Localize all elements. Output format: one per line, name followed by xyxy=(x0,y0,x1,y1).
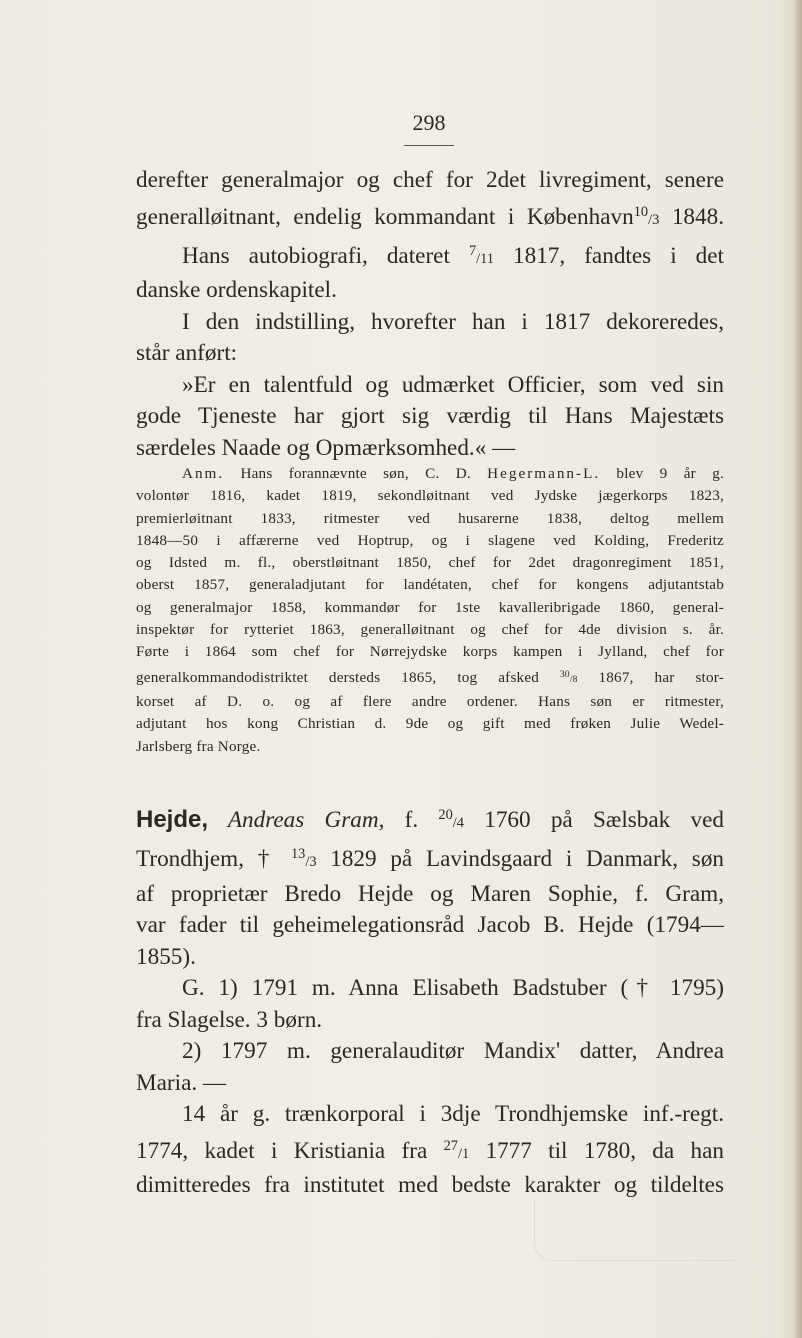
entry-line-3: af proprietær Bredo Hejde og Maren Sophie, f. Gram, xyxy=(136,880,724,907)
note-lead: Anm. xyxy=(182,465,225,482)
main-line-3: Hans autobiografi, dateret $^7$/11 1817, fandtes i det xyxy=(182,242,725,269)
note-line-11: korset af D. o. og af flere andre ordener. Hans søn er ritmester, xyxy=(136,693,724,711)
note-line-13: Jarlsberg fra Norge. xyxy=(136,737,261,755)
entry-line-8: 2) 1797 m. generalauditør Mandix' datter, Andrea xyxy=(182,1038,724,1065)
entry-given-name: Andreas Gram, xyxy=(208,806,385,833)
entry-line-11: 1774, kadet i Kristiania fra $^{27}$/1 1777 til 1780, da han xyxy=(136,1137,724,1164)
page-edge xyxy=(794,0,802,1338)
entry-line-2: Trondhjem, † $^{13}$/3 1829 på Lavindsgaard i Danmark, søn xyxy=(136,846,725,873)
entry-line-5: 1855). xyxy=(136,943,196,970)
entry-line-9: Maria. — xyxy=(136,1069,227,1096)
main-text-block xyxy=(136,165,724,464)
paper-smudge xyxy=(534,1200,735,1261)
note-line-10: generalkommandodistriktet dersteds 1865, tog afsked $^{30}$/8 1867, har stor- xyxy=(136,668,724,686)
note-line-6: oberst 1857, generaladjutant for landétaten, chef for kongens adjutantstab xyxy=(136,576,724,594)
note-line-3: premierløitnant 1833, ritmester ved husarerne 1838, deltog mellem xyxy=(136,509,724,527)
note-line-4: 1848—50 i affærerne ved Hoptrup, og i slagene ved Kolding, Frederitz xyxy=(136,531,724,549)
entry-line-1: Hejde, Andreas Gram, f. $^{20}$/4 1760 på Sælsbak ved xyxy=(136,805,724,833)
main-line-8: gode Tjeneste har gjort sig værdig til Hans Majestæts xyxy=(136,403,724,430)
note-line-9: Førte i 1864 som chef for Nørrejydske korps kampen i Jylland, chef for xyxy=(136,643,724,661)
entry-line-4: var fader til geheimelegationsråd Jacob B. Hejde (1794— xyxy=(136,912,724,939)
main-line-1: derefter generalmajor og chef for 2det livregiment, senere xyxy=(136,167,724,193)
entry-line-12: dimitteredes fra institutet med bedste karakter og tildeltes xyxy=(136,1172,724,1199)
entry-line-10: 14 år g. trænkorporal i 3dje Trondhjemske inf.-regt. xyxy=(182,1101,724,1128)
note-line-12: adjutant hos kong Christian d. 9de og gift med frøken Julie Wedel- xyxy=(136,715,724,733)
note-line-2: volontør 1816, kadet 1819, sekondløitnant ved Jydske jægerkorps 1823, xyxy=(136,487,724,505)
note-line-1: Anm. Hans forannævnte søn, C. D. Hegermann-L. blev 9 år g. xyxy=(182,465,725,482)
note-line-7: og generalmajor 1858, kommandør for 1ste kavalleribrigade 1860, general- xyxy=(136,598,724,616)
main-line-2: generalløitnant, endelig kommandant i København$^{10}$/3 1848. xyxy=(136,203,725,230)
main-line-7: »Er en talentfuld og udmærket Officier, som ved sin xyxy=(182,371,724,398)
main-line-5: I den indstilling, hvorefter han i 1817 dekoreredes, xyxy=(182,308,724,335)
note-line-8: inspektør for rytteriet 1863, generalløitnant og chef for 4de division s. år. xyxy=(136,621,724,639)
note-line-5: og Idsted m. fl., oberstløitnant 1850, chef for 2det dragonregiment 1851, xyxy=(136,554,724,572)
note-block xyxy=(136,463,724,758)
main-line-9: særdeles Naade og Opmærksomhed.« — xyxy=(136,434,516,461)
entry-name: Hejde, xyxy=(136,805,209,833)
main-line-6: står anført: xyxy=(136,340,238,367)
entry-line-7: fra Slagelse. 3 børn. xyxy=(136,1006,323,1033)
page-number: 298 xyxy=(412,110,446,135)
entry-line-6: G. 1) 1791 m. Anna Elisabeth Badstuber († 1795) xyxy=(182,975,724,1002)
main-line-4: danske ordenskapitel. xyxy=(136,277,337,304)
note-name: Hegermann-L. xyxy=(487,465,601,482)
entry-block xyxy=(136,800,724,1202)
page-number-rule xyxy=(404,145,454,146)
